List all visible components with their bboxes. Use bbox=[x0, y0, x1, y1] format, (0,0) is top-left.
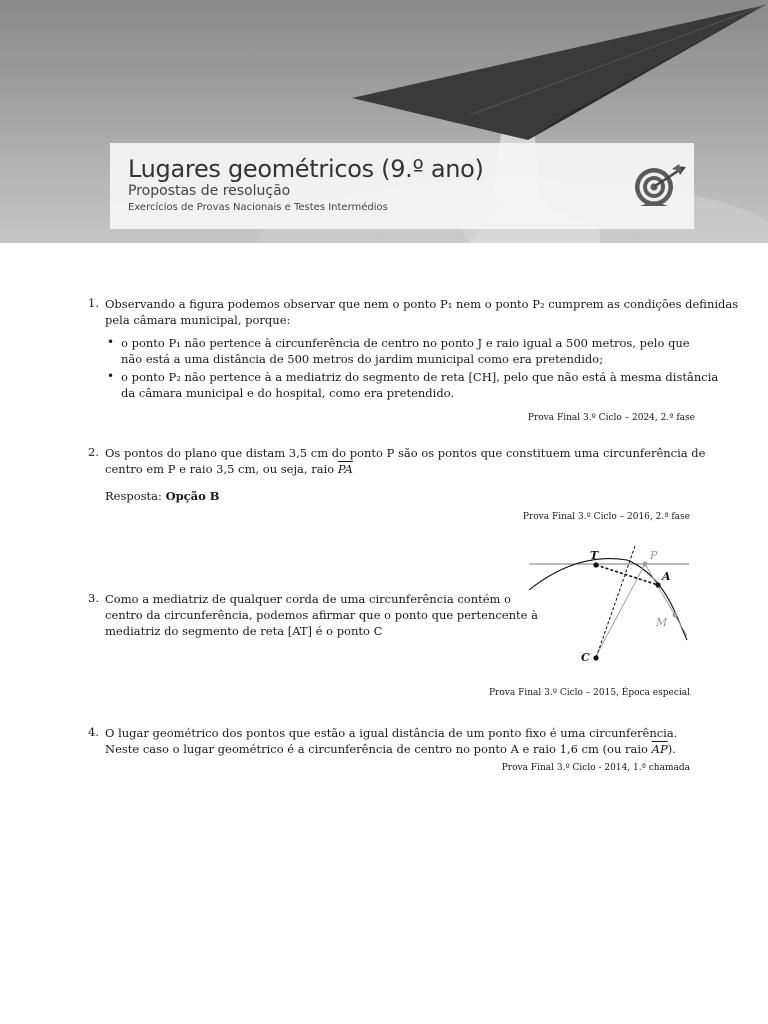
source-caption: Exercícios de Provas Nacionais e Testes Intermédios bbox=[128, 202, 388, 213]
question-3-line-1: Como a mediatriz de qualquer corda de uma circunferência contém o bbox=[105, 592, 512, 606]
question-1-source: Prova Final 3.º Ciclo – 2024, 2.ª fase bbox=[527, 413, 695, 423]
question-2-number: 2. bbox=[88, 445, 99, 459]
label-m: M bbox=[656, 616, 668, 629]
question-4-line-2 bbox=[105, 741, 697, 757]
question-1-text bbox=[105, 296, 739, 328]
question-4-line-2-text: Neste caso o lugar geométrico é a circunferência de centro no ponto A e raio 1,6 cm (ou raio bbox=[105, 742, 652, 756]
answer-value: Opção B bbox=[165, 489, 220, 503]
target-arrow-icon bbox=[632, 163, 688, 209]
label-p: P bbox=[650, 549, 658, 562]
bullet-1-line-1: o ponto P₁ não pertence à circunferência de centro no ponto J e raio igual a 500 metros, pelo que bbox=[121, 336, 690, 350]
question-2-line-2-text: centro em P e raio 3,5 cm, ou seja, raio bbox=[105, 462, 338, 476]
question-3-text bbox=[105, 591, 538, 639]
page-title: Lugares geométricos (9.º ano) bbox=[128, 155, 484, 183]
question-2-answer bbox=[105, 488, 697, 504]
question-1-number: 1. bbox=[88, 296, 99, 310]
point-p bbox=[643, 562, 648, 567]
question-2-source: Prova Final 3.º Ciclo – 2016, 2.ª fase bbox=[522, 512, 690, 522]
point-c bbox=[593, 655, 598, 660]
point-a bbox=[655, 582, 660, 587]
question-4-source: Prova Final 3.º Ciclo - 2014, 1.ª chamada bbox=[501, 763, 690, 773]
question-2-text bbox=[105, 445, 706, 477]
title-box bbox=[110, 143, 694, 229]
point-t bbox=[593, 562, 598, 567]
bullet-2-line-1: o ponto P₂ não pertence à a mediatriz do segmento de reta [CH], pelo que não está à mesma distância bbox=[121, 370, 719, 384]
header-banner bbox=[0, 0, 768, 243]
question-2-line-2 bbox=[105, 461, 697, 477]
question-4-text bbox=[105, 725, 697, 757]
question-3-line-3: mediatriz do segmento de reta [AT] é o ponto C bbox=[105, 624, 383, 638]
question-1-line-1: Observando a figura podemos observar que nem o ponto P₁ nem o ponto P₂ cumprem as condições definidas bbox=[105, 297, 739, 311]
question-2-line-1: Os pontos do plano que distam 3,5 cm do ponto P são os pontos que constituem uma circunferência de bbox=[105, 446, 706, 460]
perpendicular-bisector bbox=[596, 546, 635, 658]
label-t: T bbox=[590, 549, 599, 562]
point-m bbox=[673, 613, 678, 618]
bullet-1-line-2: não está a uma distância de 500 metros do jardim municipal como era pretendido; bbox=[121, 352, 604, 366]
question-3-number: 3. bbox=[88, 591, 99, 605]
question-4-number: 4. bbox=[88, 725, 99, 739]
question-4-line-1: O lugar geométrico dos pontos que estão a igual distância de um ponto fixo é uma circunferência. bbox=[105, 726, 678, 740]
line-ca bbox=[595, 564, 645, 658]
question-3-line-2: centro da circunferência, podemos afirmar que o ponto que pertencente à bbox=[105, 608, 538, 622]
question-4-line-2-end: ). bbox=[667, 742, 676, 756]
label-a: A bbox=[662, 570, 671, 583]
segment-ap: $\overline{AP}$ bbox=[651, 742, 668, 756]
chord-ta bbox=[596, 565, 658, 585]
question-1-bullet-2 bbox=[121, 369, 719, 401]
answer-label: Resposta: bbox=[105, 489, 162, 503]
label-c: C bbox=[581, 651, 590, 664]
bullet-icon: • bbox=[107, 369, 115, 383]
question-1-bullet-1 bbox=[121, 335, 695, 367]
bullet-icon: • bbox=[107, 335, 115, 349]
page-subtitle: Propostas de resolução bbox=[128, 183, 291, 199]
geometry-figure bbox=[527, 540, 693, 675]
segment-pa: $\overline{PA}$ bbox=[337, 462, 353, 476]
question-1-line-2: pela câmara municipal, porque: bbox=[105, 313, 291, 327]
bullet-2-line-2: da câmara municipal e do hospital, como era pretendido. bbox=[121, 386, 455, 400]
question-3-source: Prova Final 3.º Ciclo – 2015, Época especial bbox=[489, 688, 690, 698]
